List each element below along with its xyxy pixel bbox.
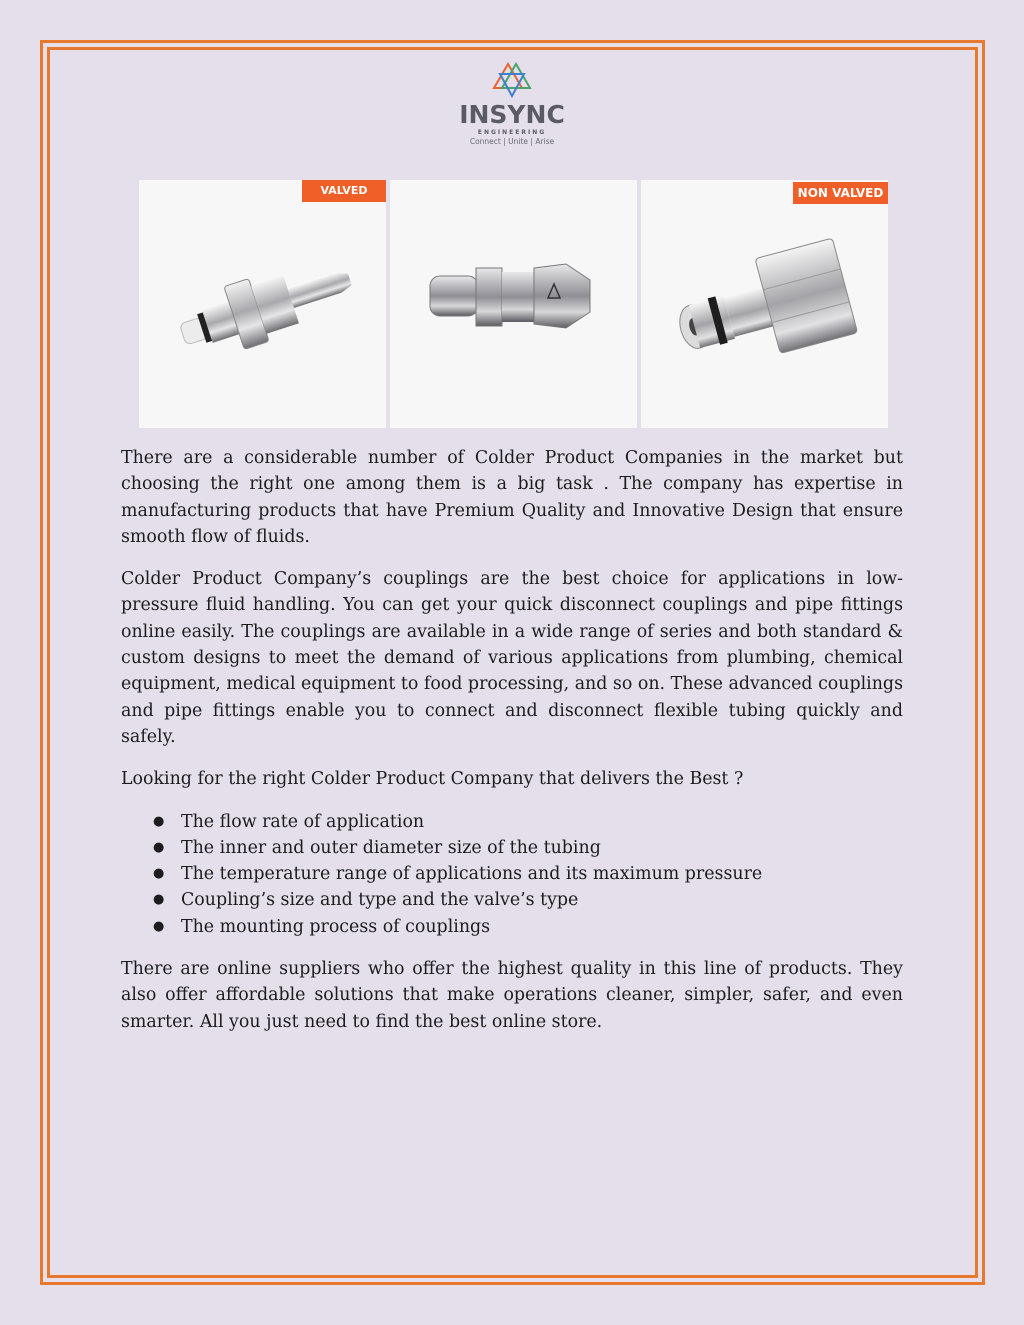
- non-valved-tag: NON VALVED: [793, 182, 888, 204]
- list-item: [121, 887, 903, 913]
- list-item: [121, 914, 903, 940]
- bullet-icon: ●: [153, 866, 165, 882]
- product-photo-non-valved: [641, 180, 888, 428]
- insync-logo: [452, 62, 572, 157]
- product-photos: [139, 180, 889, 428]
- criteria-list: [121, 809, 903, 940]
- bullet-icon: ●: [153, 839, 165, 855]
- list-item: [121, 809, 903, 835]
- product-photo-coupling: [390, 180, 637, 428]
- list-item-text: Coupling’s size and type and the valve’s type: [181, 890, 579, 911]
- paragraph-closing: There are online suppliers who offer the highest quality in this line of products. They also offer affordable solutions that make operations cleaner, simpler, safer, and even smarter. All you just need to find the best online store.: [121, 959, 903, 1032]
- triangle-logo-icon: [490, 62, 534, 98]
- logo-tagline: Connect | Unite | Arise: [469, 137, 555, 146]
- list-item: [121, 861, 903, 887]
- product-photo-valved: [139, 180, 386, 428]
- list-item-text: The temperature range of applications and its maximum pressure: [181, 864, 763, 885]
- paragraph-intro: There are a considerable number of Colder Product Companies in the market but choosing the right one among them is a big task . The company has expertise in manufacturing products that have Premium Quality and Innovative Design that ensure smooth flow of fluids.: [121, 448, 903, 547]
- bullet-icon: ●: [153, 892, 165, 908]
- logo-name: INSYNC: [459, 100, 565, 129]
- list-item-text: The inner and outer diameter size of the tubing: [181, 837, 601, 858]
- list-item: [121, 835, 903, 861]
- paragraph-couplings: Colder Product Company’s couplings are the best choice for applications in low-pressure fluid handling. You can get your quick disconnect couplings and pipe fittings online easily. The couplings are available in a wide range of series and both standard & custom designs to meet the demand of various applications from plumbing, chemical equipment, medical equipment to food processing, and so on. These advanced couplings and pipe fittings enable you to connect and disconnect flexible tubing quickly and safely.: [121, 569, 903, 747]
- coupling-body-image: [390, 180, 637, 428]
- bullet-icon: ●: [153, 918, 165, 934]
- list-item-text: The mounting process of couplings: [181, 916, 491, 937]
- list-item-text: The flow rate of application: [181, 811, 425, 832]
- non-valved-coupling-image: [641, 180, 888, 428]
- valved-tag: VALVED: [302, 180, 386, 202]
- bullet-icon: ●: [153, 813, 165, 829]
- logo-subtitle: ENGINEERING: [477, 129, 547, 136]
- article-body: [121, 445, 903, 1051]
- valved-coupling-image: [139, 180, 386, 428]
- paragraph-question: Looking for the right Colder Product Company that delivers the Best ?: [121, 769, 744, 790]
